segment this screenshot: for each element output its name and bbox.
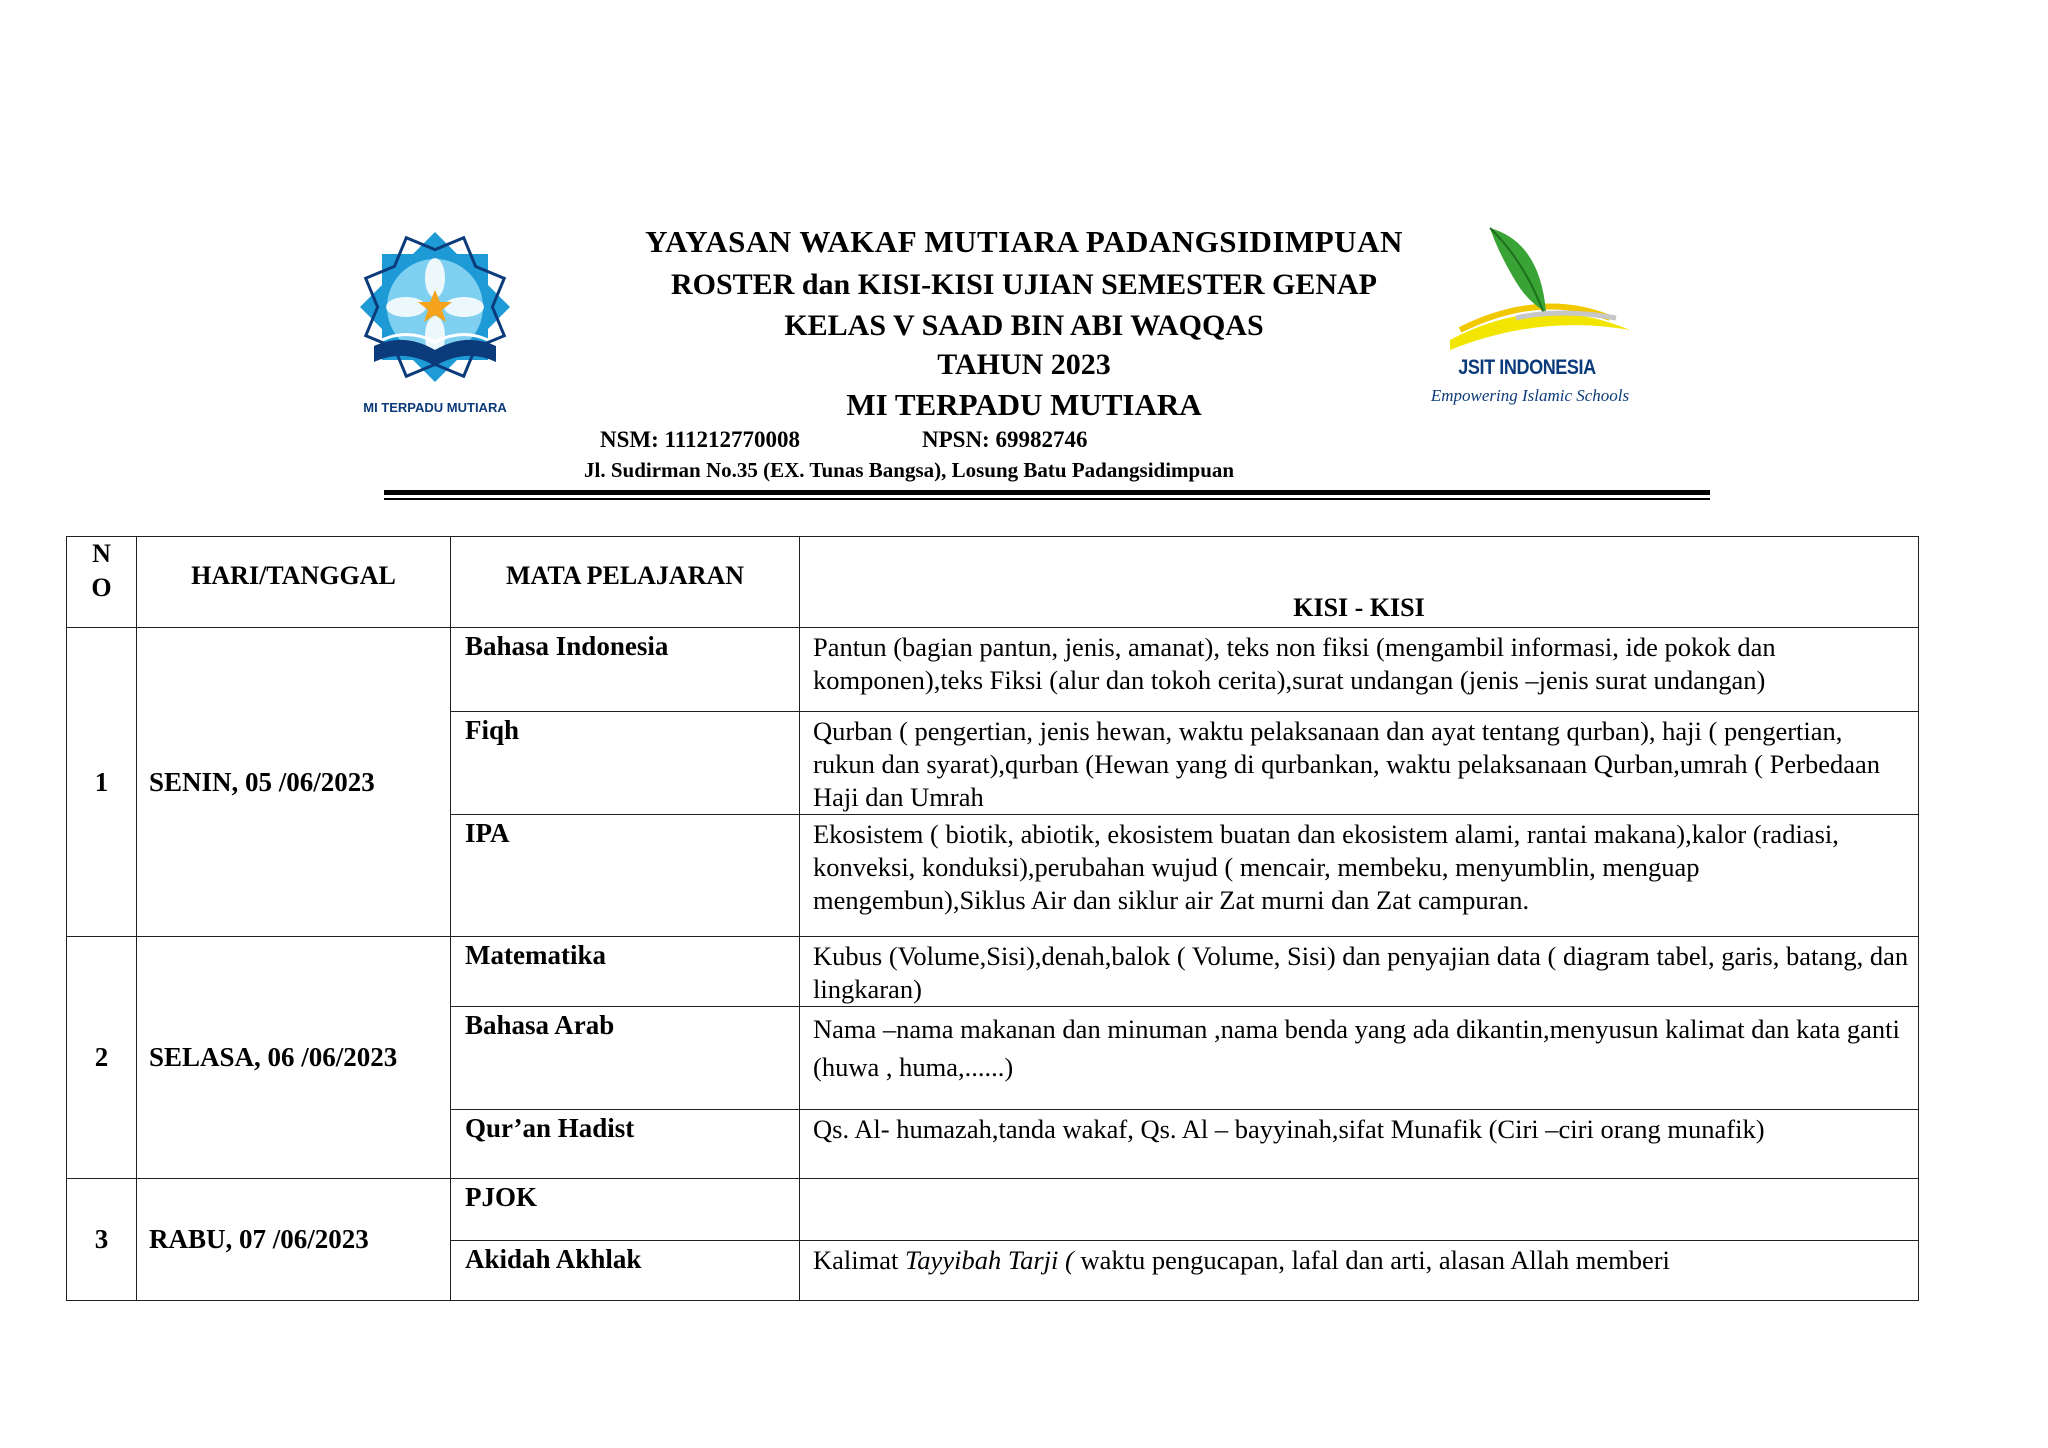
subject-kisi: Pantun (bagian pantun, jenis, amanat), teks non fiksi (mengambil informasi, ide pokok dan komponen),teks Fiksi (alur dan tokoh cerita),surat undangan (jenis –jenis surat undangan) [800, 628, 1919, 712]
school-address: Jl. Sudirman No.35 (EX. Tunas Bangsa), Losung Batu Padangsidimpuan [584, 458, 1235, 482]
row-number: 1 [67, 628, 137, 937]
table-row [67, 628, 1919, 712]
jsit-tagline: Empowering Islamic Schools [1430, 386, 1630, 405]
header-day: HARI/TANGGAL [137, 537, 451, 628]
header-no [67, 537, 137, 628]
row-date: RABU, 07 /06/2023 [137, 1179, 451, 1301]
nsm-number: NSM: 111212770008 [600, 427, 800, 452]
subject-kisi: Kubus (Volume,Sisi),denah,balok ( Volume, Sisi) dan penyajian data ( diagram tabel, garis, batang, dan lingkaran) [800, 937, 1919, 1007]
subject-name: Bahasa Arab [451, 1007, 800, 1110]
subject-kisi: Nama –nama makanan dan minuman ,nama benda yang ada dikantin,menyusun kalimat dan kata ganti (huwa , huma,......) [800, 1007, 1919, 1110]
jsit-brand: JSIT INDONESIA [1458, 356, 1596, 379]
row-number: 2 [67, 937, 137, 1179]
subject-name: Fiqh [451, 712, 800, 815]
subject-kisi: Qurban ( pengertian, jenis hewan, waktu pelaksanaan dan ayat tentang qurban), haji ( pengertian, rukun dan syarat),qurban (Hewan yang di qurbankan, waktu pelaksanaan Qurban,umrah ( Perbedaan Haji dan Umrah [800, 712, 1919, 815]
subject-name: Matematika [451, 937, 800, 1007]
npsn-number: NPSN: 69982746 [922, 427, 1088, 452]
kisi-prefix: Kalimat [813, 1245, 905, 1275]
kisi-suffix: waktu pengucapan, lafal dan arti, alasan Allah memberi [1073, 1245, 1670, 1275]
subject-name: PJOK [451, 1179, 800, 1241]
subject-name: Qur’an Hadist [451, 1110, 800, 1179]
subject-kisi: Qs. Al- humazah,tanda wakaf, Qs. Al – bayyinah,sifat Munafik (Ciri –ciri orang munafik) [800, 1110, 1919, 1179]
school-name: MI TERPADU MUTIARA [846, 387, 1202, 422]
class-name: KELAS V SAAD BIN ABI WAQQAS [784, 309, 1264, 342]
header-divider-thin [384, 498, 1710, 500]
header-kisi: KISI - KISI [800, 537, 1919, 628]
foundation-name: YAYASAN WAKAF MUTIARA PADANGSIDIMPUAN [645, 224, 1403, 259]
header-no-line1: N [92, 539, 111, 568]
subject-name: Bahasa Indonesia [451, 628, 800, 712]
kisi-italic: Tayyibah Tarji ( [905, 1245, 1074, 1275]
document-title: ROSTER dan KISI-KISI UJIAN SEMESTER GENAP [670, 268, 1378, 301]
row-number: 3 [67, 1179, 137, 1301]
subject-kisi: Ekosistem ( biotik, abiotik, ekosistem buatan dan ekosistem alami, rantai makana),kalor (radiasi, konveksi, konduksi),perubahan wujud ( mencair, membeku, menyumblin, menguap mengembun),Siklus Air dan siklur air Zat murni dan Zat campuran. [800, 815, 1919, 937]
header-subject: MATA PELAJARAN [451, 537, 800, 628]
year: TAHUN 2023 [937, 348, 1111, 381]
table-row [67, 937, 1919, 1007]
subject-kisi [800, 1241, 1919, 1301]
table-header-row [67, 537, 1919, 628]
header-no-line2: O [91, 573, 112, 602]
table-row [67, 1179, 1919, 1241]
header-divider [384, 490, 1710, 495]
school-logo-caption: MI TERPADU MUTIARA [363, 400, 507, 415]
row-date: SENIN, 05 /06/2023 [137, 628, 451, 937]
subject-name: Akidah Akhlak [451, 1241, 800, 1301]
row-date: SELASA, 06 /06/2023 [137, 937, 451, 1179]
subject-kisi [800, 1179, 1919, 1241]
exam-roster-table [66, 536, 1919, 1301]
subject-name: IPA [451, 815, 800, 937]
